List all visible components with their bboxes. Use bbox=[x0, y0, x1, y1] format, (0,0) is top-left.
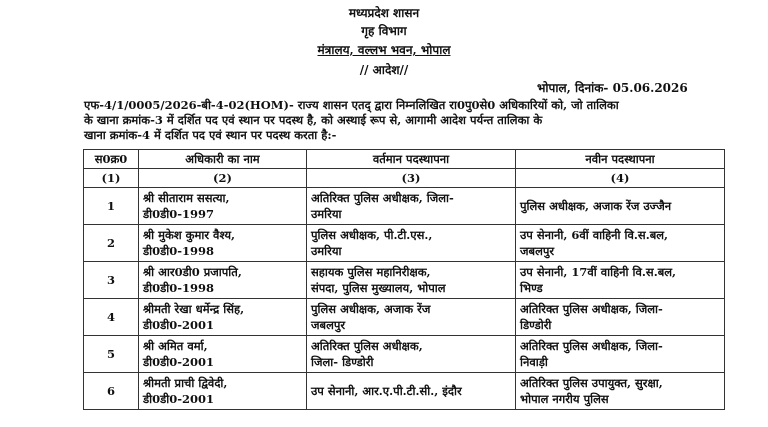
officer-cell bbox=[139, 373, 307, 410]
officer-name: श्री सीताराम ससत्या, bbox=[143, 191, 230, 205]
officer-batch: डी0डी0-1997 bbox=[143, 207, 215, 221]
table-row bbox=[84, 373, 725, 410]
new-posting-line: उप सेनानी, 17वीं वाहिनी वि.स.बल, bbox=[520, 265, 677, 279]
order-body-line: खाना क्रमांक-4 में दर्शित पद एवं स्थान पर पदस्थ करता है:- bbox=[84, 128, 337, 142]
new-posting-line: भोपाल नगरीय पुलिस bbox=[520, 392, 609, 406]
current-posting-line: पुलिस अधीक्षक, अजाक रेंज bbox=[311, 302, 431, 316]
new-posting-line: पुलिस अधीक्षक, अजाक रेंज उज्जैन bbox=[520, 199, 672, 213]
serial-cell: 1 bbox=[84, 188, 139, 225]
new-posting-line: भिण्ड bbox=[520, 281, 543, 295]
officer-cell bbox=[139, 299, 307, 336]
new-posting-line: डिण्डोरी bbox=[520, 318, 552, 332]
new-posting-cell bbox=[516, 336, 725, 373]
officer-batch: डी0डी0-2001 bbox=[143, 392, 215, 406]
officer-cell bbox=[139, 336, 307, 373]
header-officer-name: अधिकारी का नाम bbox=[139, 150, 307, 169]
officer-batch: डी0डी0-1998 bbox=[143, 281, 215, 295]
current-posting-line: अतिरिक्त पुलिस अधीक्षक, जिला- bbox=[311, 191, 454, 205]
new-posting-cell bbox=[516, 188, 725, 225]
current-posting-line: उप सेनानी, आर.ए.पी.टी.सी., इंदौर bbox=[311, 384, 462, 398]
column-number: (3) bbox=[307, 169, 516, 188]
new-posting-line: निवाड़ी bbox=[520, 355, 548, 369]
serial-cell: 6 bbox=[84, 373, 139, 410]
column-number: (1) bbox=[84, 169, 139, 188]
officer-cell bbox=[139, 225, 307, 262]
column-number-row bbox=[84, 169, 725, 188]
current-posting-line: अतिरिक्त पुलिस अधीक्षक, bbox=[311, 339, 423, 353]
current-posting-line: सहायक पुलिस महानिरीक्षक, bbox=[311, 265, 431, 279]
current-posting-line: संपदा, पुलिस मुख्यालय, भोपाल bbox=[311, 281, 446, 295]
officer-batch: डी0डी0-2001 bbox=[143, 355, 215, 369]
new-posting-cell bbox=[516, 373, 725, 410]
current-posting-cell bbox=[307, 299, 516, 336]
serial-cell: 2 bbox=[84, 225, 139, 262]
current-posting-line: जबलपुर bbox=[311, 318, 346, 332]
current-posting-line: पुलिस अधीक्षक, पी.टी.एस., bbox=[311, 228, 433, 242]
current-posting-cell bbox=[307, 188, 516, 225]
officer-cell bbox=[139, 188, 307, 225]
order-title: // आदेश// bbox=[359, 63, 409, 77]
current-posting-cell bbox=[307, 336, 516, 373]
table-header-row bbox=[84, 150, 725, 169]
table-row bbox=[84, 188, 725, 225]
officer-batch: डी0डी0-1998 bbox=[143, 244, 215, 258]
officer-name: श्री मुकेश कुमार वैश्य, bbox=[143, 228, 236, 242]
new-posting-line: अतिरिक्त पुलिस अधीक्षक, जिला- bbox=[520, 302, 663, 316]
table-row bbox=[84, 262, 725, 299]
officer-name: श्रीमती प्राची द्विवेदी, bbox=[143, 376, 228, 390]
department-name: गृह विभाग bbox=[361, 24, 407, 38]
current-posting-line: उमरिया bbox=[311, 207, 342, 221]
table-row bbox=[84, 299, 725, 336]
new-posting-cell bbox=[516, 225, 725, 262]
table-row bbox=[84, 336, 725, 373]
current-posting-line: जिला- डिण्डोरी bbox=[311, 355, 374, 369]
header-serial: स0क्र0 bbox=[84, 150, 139, 169]
order-body-line: के खाना क्रमांक-3 में दर्शित पद एवं स्थान पर पदस्थ है, को अस्थाई रूप से, आगामी आदेश पर्यन्त तालिका के bbox=[84, 113, 543, 127]
header-current-posting: वर्तमान पदस्थापना bbox=[307, 150, 516, 169]
officer-name: श्री आर0डी0 प्रजापति, bbox=[143, 265, 242, 279]
office-address: मंत्रालय, वल्लभ भवन, भोपाल bbox=[317, 43, 451, 57]
new-posting-line: जबलपुर bbox=[520, 244, 555, 258]
new-posting-line: उप सेनानी, 6वीं वाहिनी वि.स.बल, bbox=[520, 228, 669, 242]
column-number: (4) bbox=[516, 169, 725, 188]
serial-cell: 4 bbox=[84, 299, 139, 336]
serial-cell: 5 bbox=[84, 336, 139, 373]
transfer-table bbox=[83, 149, 725, 410]
government-name: मध्यप्रदेश शासन bbox=[348, 6, 420, 20]
current-posting-cell bbox=[307, 262, 516, 299]
new-posting-line: अतिरिक्त पुलिस अधीक्षक, जिला- bbox=[520, 339, 663, 353]
new-posting-cell bbox=[516, 299, 725, 336]
current-posting-cell bbox=[307, 373, 516, 410]
serial-cell: 3 bbox=[84, 262, 139, 299]
column-number: (2) bbox=[139, 169, 307, 188]
officer-batch: डी0डी0-2001 bbox=[143, 318, 215, 332]
order-body bbox=[84, 98, 724, 143]
order-body-line: एफ-4/1/0005/2026-बी-4-02(HOM)- राज्य शासन एतद् द्वारा निम्नलिखित रा0पु0से0 अधिकारियों को, जो तालिका bbox=[84, 98, 619, 112]
new-posting-line: अतिरिक्त पुलिस उपायुक्त, सुरक्षा, bbox=[520, 376, 663, 390]
new-posting-cell bbox=[516, 262, 725, 299]
table-row bbox=[84, 225, 725, 262]
current-posting-cell bbox=[307, 225, 516, 262]
officer-cell bbox=[139, 262, 307, 299]
order-date: भोपाल, दिनांक- 05.06.2026 bbox=[537, 81, 688, 95]
current-posting-line: उमरिया bbox=[311, 244, 342, 258]
officer-name: श्रीमती रेखा धर्मेन्द्र सिंह, bbox=[143, 302, 245, 316]
officer-name: श्री अमित वर्मा, bbox=[143, 339, 208, 353]
header-new-posting: नवीन पदस्थापना bbox=[516, 150, 725, 169]
